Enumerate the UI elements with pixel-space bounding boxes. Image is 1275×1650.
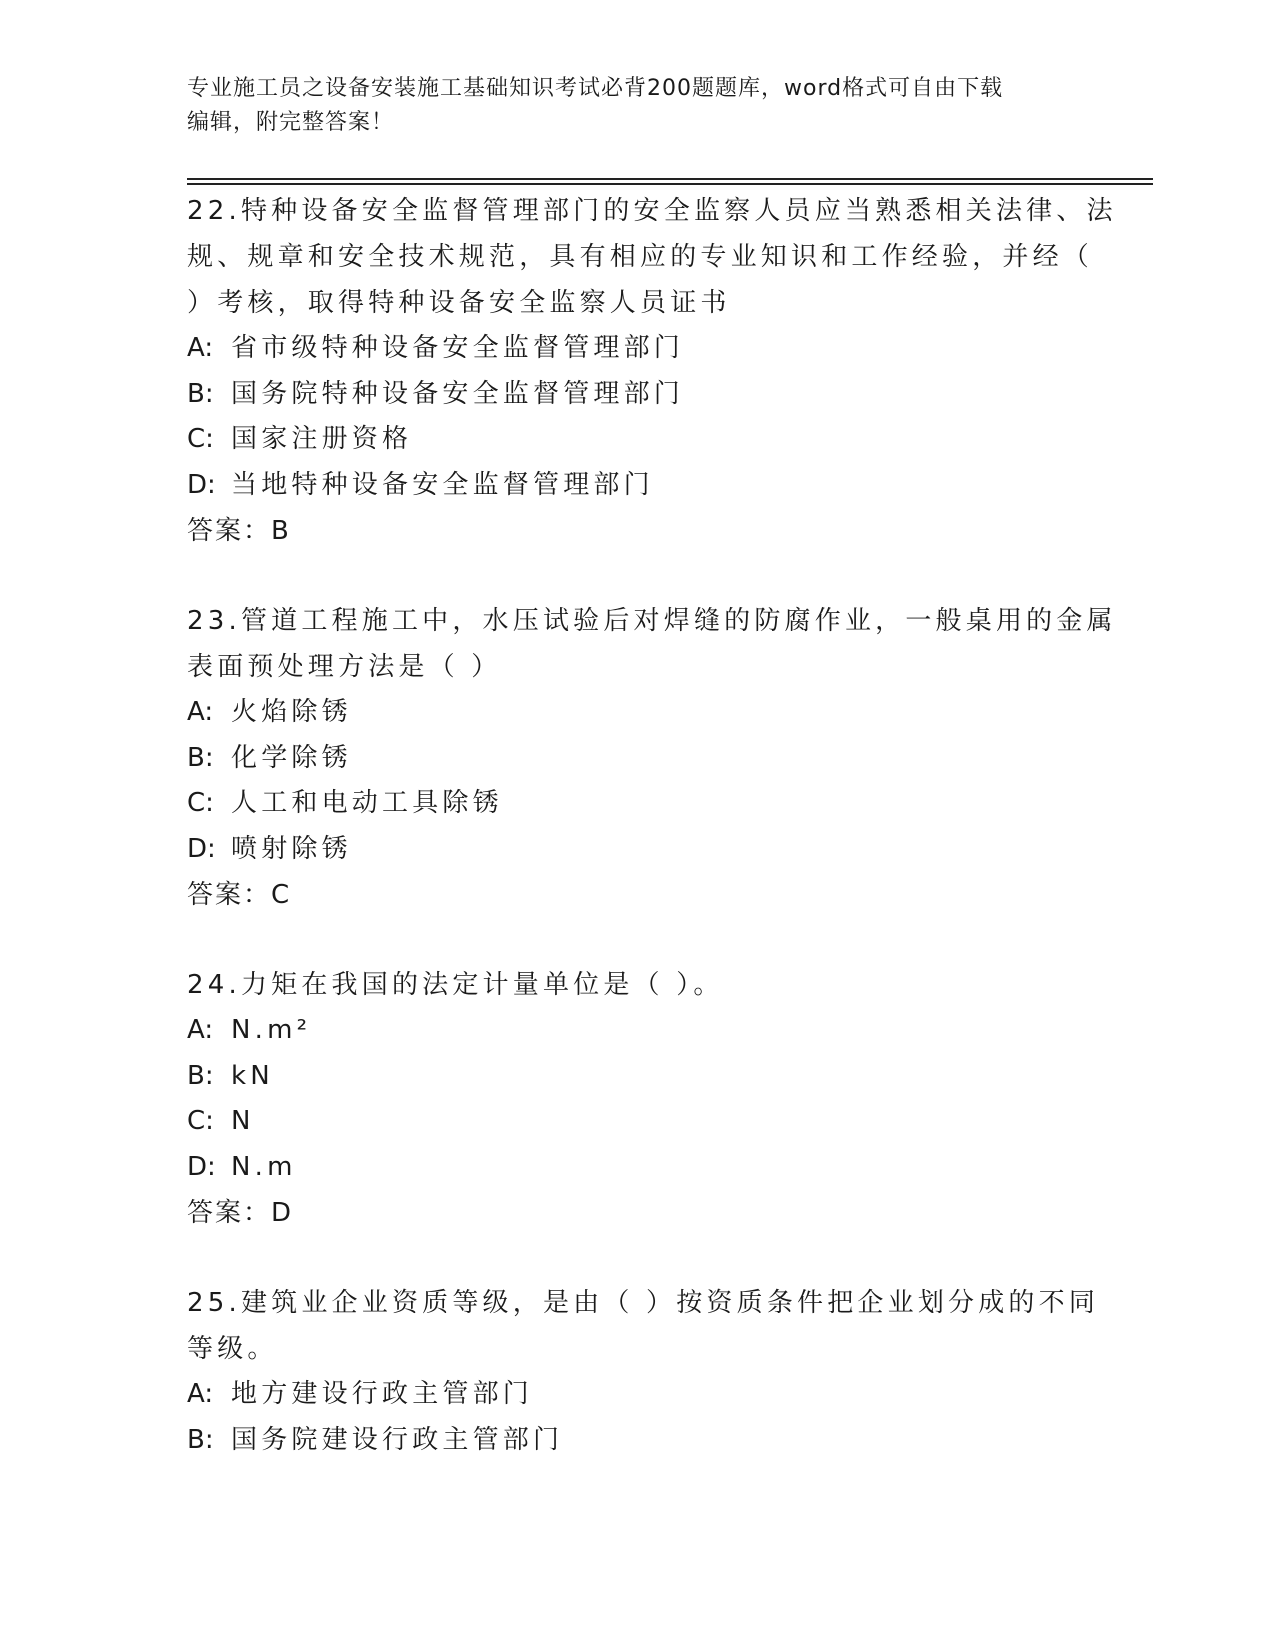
option-text: 人工和电动工具除锈 — [231, 788, 503, 818]
option-c — [187, 417, 1107, 463]
question-spacer — [187, 554, 1107, 598]
option-b — [187, 1054, 1107, 1100]
option-text: 喷射除锈 — [231, 833, 352, 864]
answer-value: D — [271, 1198, 293, 1228]
header-title-line-2: 编辑，附完整答案！ — [187, 110, 395, 135]
question-23 — [187, 598, 1117, 918]
question-stem-line: ）考核，取得特种设备安全监察人员证书 — [187, 288, 731, 318]
answer-value: C — [271, 880, 291, 910]
option-text: 当地特种设备安全监督管理部门 — [231, 469, 654, 500]
option-text: N.m — [231, 1151, 297, 1182]
option-d — [187, 463, 1107, 509]
option-b — [187, 1418, 1107, 1464]
option-a — [187, 1372, 1107, 1418]
question-stem — [187, 188, 1117, 326]
option-text: 国务院建设行政主管部门 — [231, 1424, 564, 1455]
question-stem-line: 表面预处理方法是（ ） — [187, 652, 502, 682]
option-letter: B: — [187, 1424, 214, 1455]
option-letter: A: — [187, 1379, 214, 1409]
option-text: 火焰除锈 — [231, 697, 352, 727]
option-letter: A: — [187, 697, 214, 727]
option-c — [187, 781, 1107, 827]
answer-label: 答案： — [187, 1198, 272, 1228]
option-b — [187, 736, 1107, 782]
option-letter: B: — [187, 378, 214, 409]
question-stem — [187, 598, 1117, 690]
question-24 — [187, 962, 1107, 1236]
question-stem-line: 规、规章和安全技术规范，具有相应的专业知识和工作经验，并经（ — [187, 242, 1094, 272]
option-text: N — [231, 1106, 255, 1136]
header-divider-top — [187, 178, 1153, 180]
option-letter: C: — [187, 1106, 214, 1136]
question-25 — [187, 1280, 1107, 1463]
question-stem-line: 22.特种设备安全监督管理部门的安全监察人员应当熟悉相关法律、法 — [187, 196, 1117, 226]
option-d — [187, 827, 1107, 873]
option-text: 省市级特种设备安全监督管理部门 — [231, 333, 685, 363]
option-letter: B: — [187, 1060, 214, 1091]
option-b — [187, 372, 1107, 418]
question-stem-line: 25.建筑业企业资质等级，是由（ ）按资质条件把企业划分成的不同 — [187, 1288, 1100, 1318]
answer-label: 答案： — [187, 516, 272, 546]
answer-line — [187, 508, 1107, 554]
question-stem-line: 23.管道工程施工中，水压试验后对焊缝的防腐作业，一般桌用的金属 — [187, 606, 1117, 636]
option-text: 国家注册资格 — [231, 424, 413, 454]
option-letter: C: — [187, 424, 214, 454]
option-text: kN — [231, 1060, 274, 1091]
header-divider-bottom — [187, 183, 1153, 185]
question-stem — [187, 962, 1107, 1008]
document-header — [187, 72, 1087, 140]
option-letter: D: — [187, 469, 216, 500]
answer-value: B — [271, 516, 290, 546]
option-letter: A: — [187, 333, 214, 363]
option-text: 国务院特种设备安全监督管理部门 — [231, 378, 685, 409]
option-c — [187, 1099, 1107, 1145]
option-letter: C: — [187, 788, 214, 818]
option-text: 化学除锈 — [231, 742, 352, 773]
option-letter: A: — [187, 1015, 214, 1045]
question-list — [187, 188, 1117, 1463]
answer-line — [187, 1190, 1107, 1236]
option-d — [187, 1145, 1107, 1191]
question-stem — [187, 1280, 1107, 1372]
question-stem-line: 等级。 — [187, 1334, 278, 1364]
option-text: 地方建设行政主管部门 — [231, 1379, 534, 1409]
option-text: N.m² — [231, 1015, 312, 1045]
answer-line — [187, 872, 1107, 918]
question-spacer — [187, 1236, 1107, 1280]
question-stem-line: 24.力矩在我国的法定计量单位是（ ）。 — [187, 970, 724, 1000]
question-22 — [187, 188, 1117, 554]
option-letter: D: — [187, 1151, 216, 1182]
option-letter: D: — [187, 833, 216, 864]
header-title-line-1: 专业施工员之设备安装施工基础知识考试必背200题题库，word格式可自由下载 — [187, 76, 1004, 101]
option-a — [187, 690, 1107, 736]
option-letter: B: — [187, 742, 214, 773]
question-spacer — [187, 918, 1107, 962]
answer-label: 答案： — [187, 880, 272, 910]
option-a — [187, 1008, 1107, 1054]
option-a — [187, 326, 1107, 372]
